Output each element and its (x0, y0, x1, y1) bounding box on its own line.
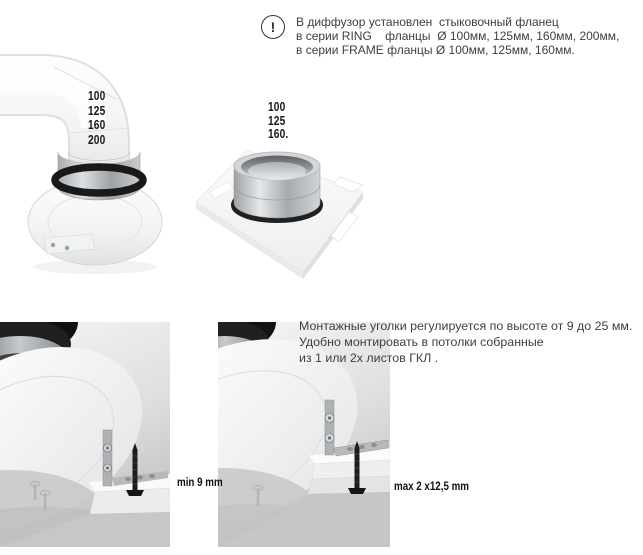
max-height-label: max 2 x12,5 mm (394, 481, 469, 493)
size-label: 160. (268, 126, 289, 142)
mounting-photo-min (0, 322, 170, 547)
size-label: 100 (88, 88, 106, 103)
notice-line: в серии RING фланцы Ø 100мм, 125мм, 160мм, 200мм, (296, 29, 620, 43)
notice-line: В диффузор установлен стыковочный фланец (296, 15, 559, 29)
mounting-text (299, 319, 634, 366)
notice-text (296, 15, 641, 57)
notice-line: в серии FRAME фланцы Ø 100мм, 125мм, 160мм. (296, 43, 575, 57)
collar-flange (234, 152, 320, 220)
ring-diffuser-illustration (0, 27, 205, 277)
frame-size-list (268, 100, 294, 141)
warning-glyph: ! (270, 19, 276, 35)
warning-icon (261, 15, 285, 39)
size-label: 200 (88, 131, 106, 147)
size-label: 100 (268, 99, 286, 114)
size-label: 160 (88, 117, 106, 133)
mounting-line: Удобно монтировать в потолки собранные (299, 334, 544, 349)
mounting-line: из 1 или 2х листов ГКЛ . (299, 350, 439, 365)
frame-flange-illustration (192, 140, 372, 288)
size-label: 125 (88, 102, 106, 118)
min-height-label: min 9 mm (177, 477, 223, 489)
mounting-line: Монтажные уголки регулируется по высоте от 9 до 25 мм. (299, 319, 633, 333)
size-label: 125 (268, 112, 286, 128)
ring-size-list (88, 89, 110, 147)
